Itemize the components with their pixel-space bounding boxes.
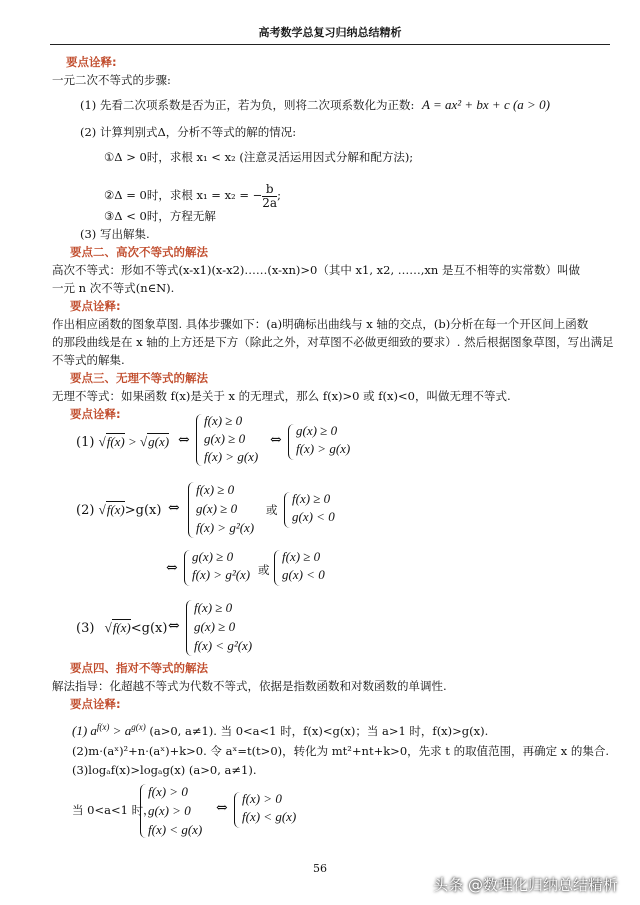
fraction-b-over-2a: $\frac{b}{2a}$ [262,181,278,210]
e3-lhs: (3) √f(x)<g(x) [76,620,168,636]
brace [274,550,281,586]
sec2-note: 要点诠释: [70,299,121,313]
brace [188,482,195,538]
sec4-line1: (1) $a^{f(x)} > a^{g(x)}$ (a>0, a≠1). 当 0<a<1 时，f(x)<g(x)；当 a>1 时，f(x)>g(x). [72,722,489,738]
e2-lhs: (2) √f(x)>g(x) [76,502,162,518]
sec2-q2: 的那段曲线是在 x 轴的上方还是下方（除此之外，对草图不必做更细致的要求）. 然后根据图象草图，写出满足 [52,335,614,349]
sec1-heading: 要点诠释: [66,55,117,69]
equiv-arrow: ⇔ [166,560,178,576]
sec1-case1: ①Δ > 0时，求根 x₁ < x₂ (注意灵活运用因式分解和配方法); [104,150,414,164]
equiv-arrow: ⇔ [178,432,190,448]
or-label: 或 [266,503,278,517]
equiv-arrow: ⇔ [168,500,180,516]
brace [140,784,147,838]
e1-system: f(x) ≥ 0 g(x) ≥ 0 f(x) > g(x) [204,413,259,464]
sec2-q3: 不等式的解集. [52,353,125,367]
sec4-heading: 要点四、指对不等式的解法 [70,661,208,675]
sec1-case2: ②Δ = 0时，求根 x₁ = x₂ = − $\frac{b}{2a}$ ; [104,181,281,210]
brace [184,550,191,586]
sec2-para1: 高次不等式：形如不等式(x-x1)(x-x2)……(x-xn)>0（其中 x1, x2, ……,xn 是互不相等的实常数）叫做 [52,263,580,277]
e2-system-2: f(x) ≥ 0 g(x) < 0 [292,491,335,524]
sec1-step1: (1) 先看二次项系数是否为正，若为负，则将二次项系数化为正数: A = ax² + bx + c (a > 0) [80,97,550,112]
brace [234,792,241,828]
sec4-line2: (2)m·(aˣ)²+n·(aˣ)+k>0. 令 aˣ=t(t>0)，转化为 mt²+nt+k>0，先求 t 的取值范围，再确定 x 的集合. [72,744,610,758]
e2b-system: g(x) ≥ 0 f(x) > g²(x) [192,549,251,582]
sec4-para1: 解法指导：化超越不等式为代数不等式，依据是指数函数和对数函数的单调性. [52,679,447,693]
e2b-system-2: f(x) ≥ 0 g(x) < 0 [282,549,325,582]
equiv-arrow: ⇔ [216,800,228,816]
page-header: 高考数学总复习归纳总结精析 [50,24,610,45]
equiv-arrow: ⇔ [168,618,180,634]
brace [284,492,291,528]
sec4-line4-label: 当 0<a<1 时， [72,803,155,817]
e3-system: f(x) ≥ 0 g(x) ≥ 0 f(x) < g²(x) [194,600,253,653]
or-label: 或 [258,563,270,577]
sec2-q1: 作出相应函数的图象草图. 具体步骤如下：(a)明确标出曲线与 x 轴的交点，(b)分析在每一个开区间上函数 [52,317,589,331]
sec4-line3: (3)logₐf(x)>logₐg(x) (a>0, a≠1). [72,763,257,777]
sec1-intro: 一元二次不等式的步骤: [52,73,171,87]
sec3-heading: 要点三、无理不等式的解法 [70,371,208,385]
page-number: 56 [313,862,327,875]
sec4-system-2: f(x) > 0 f(x) < g(x) [242,791,297,824]
sec1-case3: ③Δ < 0时，方程无解 [104,209,216,223]
brace [288,424,295,460]
sec2-para2: 一元 n 次不等式(n∈N). [52,281,175,295]
sec1-step3: (3) 写出解集. [80,227,150,241]
e1-system-2: g(x) ≥ 0 f(x) > g(x) [296,423,351,456]
brace [186,600,193,656]
sec3-note: 要点诠释: [70,407,121,421]
sec3-para1: 无理不等式：如果函数 f(x)是关于 x 的无理式，那么 f(x)>0 或 f(x)<0，叫做无理不等式. [52,389,511,403]
sec1-step2: (2) 计算判别式Δ，分析不等式的解的情况: [80,125,297,139]
equiv-arrow: ⇔ [270,432,282,448]
e2-system: f(x) ≥ 0 g(x) ≥ 0 f(x) > g²(x) [196,482,255,535]
sec4-note: 要点诠释: [70,697,121,711]
brace [196,414,203,466]
watermark: 头条 @数理化归纳总结精析 [433,876,618,894]
e1-lhs: (1) √f(x) > √g(x) [76,434,170,450]
sec2-heading: 要点二、高次不等式的解法 [70,245,208,259]
sec4-system: f(x) > 0 g(x) > 0 f(x) < g(x) [148,784,203,837]
